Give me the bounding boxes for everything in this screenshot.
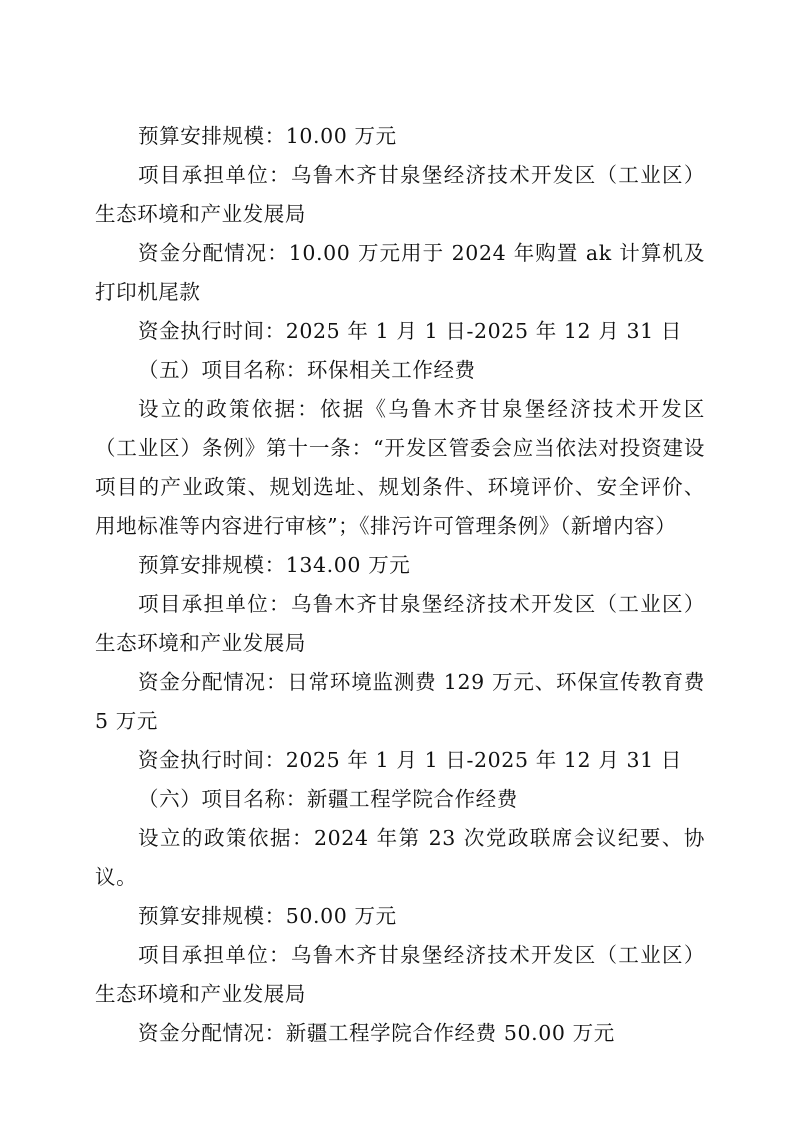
responsible-unit-line: 项目承担单位：乌鲁木齐甘泉堡经济技术开发区（工业区）生态环境和产业发展局 xyxy=(95,592,705,655)
budget-scale-line: 预算安排规模：10.00 万元 xyxy=(138,124,397,148)
project-heading-5: （五）项目名称：环保相关工作经费 xyxy=(138,358,476,382)
fund-allocation-line: 资金分配情况：新疆工程学院合作经费 50.00 万元 xyxy=(138,1021,615,1045)
responsible-unit-line: 项目承担单位：乌鲁木齐甘泉堡经济技术开发区（工业区）生态环境和产业发展局 xyxy=(95,943,705,1006)
budget-scale-line: 预算安排规模：134.00 万元 xyxy=(138,553,411,577)
policy-basis-line: 设立的政策依据：依据《乌鲁木齐甘泉堡经济技术开发区（工业区）条例》第十一条：“开发区管委会应当依法对投资建设项目的产业政策、规划选址、规划条件、环境评价、安全评价、用地标准等内容进行审核”；《排污许可管理条例》（新增内容） xyxy=(95,397,705,538)
execution-time-line: 资金执行时间：2025 年 1 月 1 日-2025 年 12 月 31 日 xyxy=(138,319,683,343)
responsible-unit-line: 项目承担单位：乌鲁木齐甘泉堡经济技术开发区（工业区）生态环境和产业发展局 xyxy=(95,163,705,226)
execution-time-line: 资金执行时间：2025 年 1 月 1 日-2025 年 12 月 31 日 xyxy=(138,748,683,772)
project-heading-6: （六）项目名称：新疆工程学院合作经费 xyxy=(138,787,518,811)
policy-basis-line: 设立的政策依据：2024 年第 23 次党政联席会议纪要、协议。 xyxy=(95,826,705,889)
document-body xyxy=(95,117,705,1053)
budget-scale-line: 预算安排规模：50.00 万元 xyxy=(138,904,397,928)
fund-allocation-line: 资金分配情况：日常环境监测费 129 万元、环保宣传教育费 5 万元 xyxy=(95,670,705,733)
fund-allocation-line: 资金分配情况：10.00 万元用于 2024 年购置 ak 计算机及打印机尾款 xyxy=(95,241,705,304)
